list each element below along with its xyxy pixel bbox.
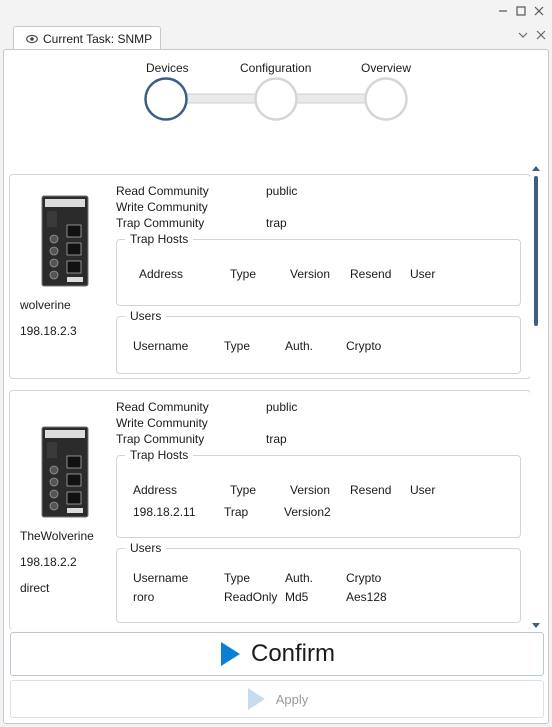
user-header-username: Username xyxy=(133,339,189,353)
device-name: TheWolverine xyxy=(20,529,94,543)
device-list[interactable] xyxy=(9,172,530,629)
close-button[interactable] xyxy=(532,4,546,18)
trap-host-version: Version2 xyxy=(284,505,331,519)
trap-header-address: Address xyxy=(139,267,184,281)
trap-header-user: User xyxy=(410,483,436,497)
step-circle-devices[interactable] xyxy=(143,76,189,122)
device-ip: 198.18.2.2 xyxy=(20,555,77,569)
trap-hosts-group xyxy=(116,232,521,306)
step-circle-configuration[interactable] xyxy=(253,76,299,122)
users-group xyxy=(116,309,521,374)
user-crypto: Aes128 xyxy=(346,590,387,604)
step-label-configuration: Configuration xyxy=(240,61,312,75)
user-auth: Md5 xyxy=(285,590,309,604)
scroll-up-icon[interactable] xyxy=(532,166,540,171)
apply-button[interactable] xyxy=(10,680,544,718)
scroll-down-icon[interactable] xyxy=(532,623,540,628)
trap-header-version: Version xyxy=(290,483,331,497)
read-community-value: public xyxy=(266,400,298,414)
users-title: Users xyxy=(125,309,166,323)
user-header-auth: Auth. xyxy=(285,339,314,353)
switch-device-image xyxy=(41,195,89,287)
switch-device-image xyxy=(41,426,89,518)
user-header-username: Username xyxy=(133,571,189,585)
user-header-auth: Auth. xyxy=(285,571,314,585)
user-header-type: Type xyxy=(224,339,251,353)
eye-icon xyxy=(26,34,38,44)
trap-community-value: trap xyxy=(266,432,287,446)
trap-header-user: User xyxy=(410,267,436,281)
trap-host-type: Trap xyxy=(224,505,249,519)
users-group xyxy=(116,541,521,623)
window-controls xyxy=(496,4,546,18)
user-header-crypto: Crypto xyxy=(346,571,382,585)
tab-title: Current Task: SNMP xyxy=(43,31,153,46)
trap-header-version: Version xyxy=(290,267,331,281)
read-community-label: Read Community xyxy=(116,184,209,198)
tab-current-task[interactable] xyxy=(13,26,161,50)
minimize-button[interactable] xyxy=(496,4,510,18)
vertical-scrollbar[interactable] xyxy=(532,166,540,628)
close-tab-icon[interactable] xyxy=(536,30,546,40)
confirm-button[interactable] xyxy=(10,632,544,676)
trap-hosts-title: Trap Hosts xyxy=(125,232,193,246)
play-icon xyxy=(246,687,266,711)
tab-controls xyxy=(518,30,546,40)
maximize-button[interactable] xyxy=(514,4,528,18)
step-circle-overview[interactable] xyxy=(363,76,409,122)
write-community-label: Write Community xyxy=(116,200,208,214)
trap-header-resend: Resend xyxy=(350,483,392,497)
trap-host-address: 198.18.2.11 xyxy=(133,505,196,519)
play-icon xyxy=(219,641,241,667)
device-card xyxy=(9,390,530,629)
maximize-icon xyxy=(516,6,526,16)
trap-header-type: Type xyxy=(230,267,257,281)
trap-community-label: Trap Community xyxy=(116,432,205,446)
trap-header-resend: Resend xyxy=(350,267,392,281)
device-connection: direct xyxy=(20,581,50,595)
users-title: Users xyxy=(125,541,166,555)
device-name: wolverine xyxy=(20,298,71,312)
stepper xyxy=(4,50,549,170)
device-ip: 198.18.2.3 xyxy=(20,324,77,338)
trap-hosts-title: Trap Hosts xyxy=(125,448,193,462)
user-header-type: Type xyxy=(224,571,251,585)
step-label-devices: Devices xyxy=(146,61,189,75)
user-username: roro xyxy=(133,590,155,604)
read-community-value: public xyxy=(266,184,298,198)
trap-header-type: Type xyxy=(230,483,257,497)
trap-community-value: trap xyxy=(266,216,287,230)
step-label-overview: Overview xyxy=(361,61,412,75)
scrollbar-thumb[interactable] xyxy=(534,176,538,326)
task-panel xyxy=(3,49,549,724)
confirm-label: Confirm xyxy=(250,640,335,667)
device-card xyxy=(9,174,530,379)
trap-community-label: Trap Community xyxy=(116,216,205,230)
close-icon xyxy=(534,6,544,16)
chevron-down-icon[interactable] xyxy=(518,30,528,40)
trap-header-address: Address xyxy=(133,483,178,497)
apply-label: Apply xyxy=(275,691,309,707)
trap-hosts-group xyxy=(116,448,521,538)
user-type: ReadOnly xyxy=(224,590,278,604)
write-community-label: Write Community xyxy=(116,416,208,430)
user-header-crypto: Crypto xyxy=(346,339,382,353)
read-community-label: Read Community xyxy=(116,400,209,414)
minimize-icon xyxy=(498,6,508,16)
